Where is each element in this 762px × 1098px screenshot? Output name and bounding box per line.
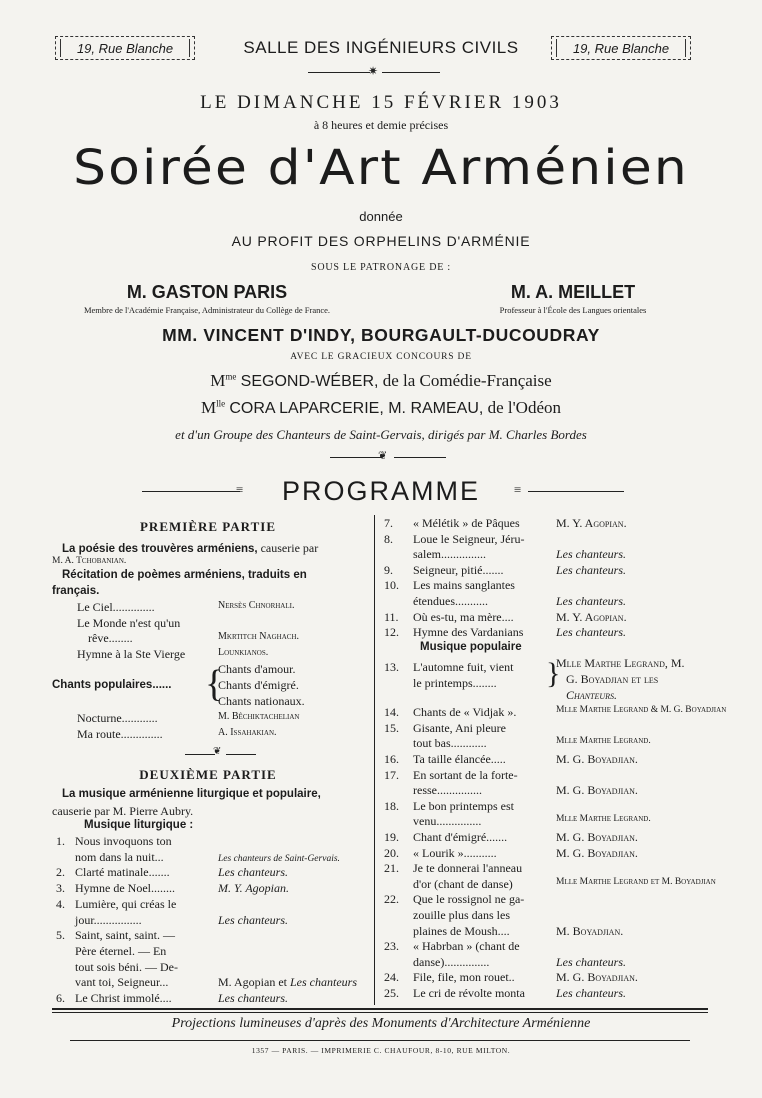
- chant-item: Chants d'émigré.: [218, 678, 299, 692]
- poem-author: A. Issahakian.: [218, 727, 277, 738]
- item-title-line: Chant d'émigré.......: [413, 830, 508, 844]
- address-box-right: [551, 36, 691, 60]
- performer-affiliation: de l'Odéon: [487, 398, 561, 417]
- item-number: 2.: [56, 865, 65, 880]
- choir-line: et d'un Groupe des Chanteurs de Saint-Gervais, dirigés par M. Charles Bordes: [175, 427, 587, 442]
- item-title-line: « Habrban » (chant de: [413, 939, 520, 954]
- item-number: 21.: [384, 861, 399, 876]
- item-number: 3.: [56, 881, 65, 896]
- item-title-line: Ta taille élancée.....: [413, 752, 506, 766]
- divider-right: [394, 457, 446, 458]
- poem-item: rêve........: [88, 631, 133, 645]
- divider-ornament: ❦: [378, 450, 388, 462]
- item-number: 18.: [384, 798, 399, 813]
- venue-title: SALLE DES INGÉNIEURS CIVILS: [243, 38, 519, 57]
- item-performer: M. G. Boyadjian.: [556, 830, 638, 844]
- header-rule-left: [308, 72, 370, 73]
- item-title-line: Je te donnerai l'anneau: [413, 861, 523, 876]
- item-number: 15.: [384, 720, 399, 735]
- item-title-line: « Lourik »...........: [413, 845, 497, 860]
- address-right: 19, Rue Blanche: [572, 40, 670, 56]
- item-number: 6.: [56, 991, 65, 1005]
- item-performer: [218, 913, 288, 928]
- item-number: 14.: [384, 705, 399, 720]
- item-title-line: Père éternel. — En: [75, 943, 167, 958]
- concours-intro: AVEC LE GRACIEUX CONCOURS DE: [290, 352, 472, 362]
- honorific: M: [210, 371, 226, 390]
- item-number: 24.: [384, 970, 399, 985]
- item-number: 1.: [56, 834, 65, 848]
- item-performer: [218, 850, 340, 865]
- part1-title: PREMIÈRE PARTIE: [139, 519, 276, 534]
- chants-label-text: Chants populaires: [52, 679, 153, 691]
- item-title-line: tout sois béni. — De-: [75, 959, 178, 974]
- performer-name: Les chanteurs: [290, 975, 357, 990]
- item-number: 4.: [56, 896, 65, 911]
- part1-talk: [62, 541, 318, 556]
- talk-title: La poésie des trouvères arméniens,: [62, 543, 258, 555]
- imprint: 1357 — PARIS. — IMPRIMERIE C. CHAUFOUR, 8-10, RUE MILTON.: [251, 1046, 511, 1055]
- item-title-line: Gisante, Ani pleure: [413, 720, 506, 735]
- item-performer: Les chanteurs.: [556, 594, 626, 608]
- footer-projections: Projections lumineuses d'après des Monuments d'Architecture Arménienne: [171, 1016, 591, 1031]
- performer-name: Les chanteurs.: [218, 912, 288, 927]
- item-number: 22.: [384, 892, 399, 907]
- address-left: 19, Rue Blanche: [76, 40, 174, 56]
- item-performer: Les chanteurs.: [556, 954, 626, 969]
- item-performer-line: Mlle Marthe Legrand, M.: [556, 656, 685, 671]
- item-number: 16.: [384, 752, 399, 766]
- item-title-line: venu...............: [413, 814, 482, 829]
- programme-ornament-right: ≡: [514, 482, 522, 497]
- performer-name: Les chanteurs.: [218, 991, 288, 1005]
- patron-name: M. A. MEILLET: [510, 282, 636, 302]
- item-performer: Les chanteurs.: [556, 562, 626, 577]
- patron-meillet: [470, 282, 676, 315]
- item-title-line: Que le rossignol ne ga-: [413, 892, 525, 907]
- honorific-sup: lle: [216, 398, 226, 409]
- item-title-line: Seigneur, pitié.......: [413, 562, 504, 577]
- poem-title: Nocturne: [77, 711, 122, 725]
- patron-role: Membre de l'Académie Française, Administrateur du Collège de France.: [83, 305, 331, 315]
- poem-author: Nersès Chnorhali.: [218, 600, 295, 611]
- chants-label: Chants populaires......: [52, 679, 172, 691]
- performer-laparcerie: [0, 398, 762, 418]
- poem-title: Ma route: [77, 727, 121, 741]
- item-title-line: d'or (chant de danse): [413, 876, 513, 891]
- item-title-line: danse)...............: [413, 954, 490, 969]
- item-title-line: tout bas............: [413, 736, 487, 751]
- item-number: 7.: [384, 516, 393, 530]
- main-title: Soirée d'Art Arménien: [73, 140, 689, 196]
- poem-item: Hymne à la Ste Vierge: [77, 647, 186, 661]
- performer-name: SEGOND-WÉBER,: [240, 373, 379, 390]
- item-title-line: zouille plus dans les: [413, 908, 510, 922]
- poem-title: rêve: [88, 631, 109, 645]
- item-performer: [218, 975, 357, 990]
- poem-item: Le Monde n'est qu'un: [77, 616, 181, 630]
- item-performer: M. G. Boyadjian.: [556, 783, 638, 798]
- benefit-line: AU PROFIT DES ORPHELINS D'ARMÉNIE: [231, 233, 531, 249]
- item-title-line: Hymne de Noel........: [75, 881, 175, 896]
- part1-recitation-2: français.: [52, 585, 100, 597]
- item-performer: Les chanteurs.: [556, 547, 626, 562]
- item-title-line: Le bon printemps est: [413, 798, 514, 813]
- item-performer: M. Boyadjian.: [556, 923, 624, 938]
- item-title-line: nom dans la nuit...: [75, 849, 164, 864]
- performer-name: CORA LAPARCERIE, M. RAMEAU,: [229, 400, 484, 417]
- item-number: 5.: [56, 928, 65, 943]
- item-title-line: L'automne fuit, vient: [413, 660, 514, 675]
- item-title-line: le printemps........: [413, 676, 497, 690]
- part-divider-left: [185, 754, 215, 755]
- part2-talk: La musique arménienne liturgique et populaire,: [62, 788, 321, 800]
- part-divider-ornament: ❦: [213, 746, 222, 757]
- item-performer: Mlle Marthe Legrand.: [556, 736, 651, 747]
- item-number: 9.: [384, 562, 393, 577]
- item-performer: [218, 865, 288, 880]
- item-title-line: étendues...........: [413, 594, 488, 608]
- part2-talk-author: causerie par M. Pierre Aubry.: [52, 804, 194, 818]
- item-performer: Mlle Marthe Legrand & M. G. Boyadjian: [556, 705, 727, 716]
- talk-tail: causerie par: [260, 541, 319, 555]
- chant-item: Chants d'amour.: [218, 662, 296, 676]
- poem-item: Le Ciel..............: [77, 600, 155, 614]
- part2-title: DEUXIÈME PARTIE: [139, 767, 277, 782]
- chant-item: Chants nationaux.: [218, 694, 305, 708]
- divider-left: [330, 457, 382, 458]
- item-title-line: Le cri de révolte monta: [413, 986, 525, 1000]
- item-performer: M. G. Boyadjian.: [556, 845, 638, 860]
- item-title-line: resse...............: [413, 783, 482, 798]
- part2-sub: Musique liturgique :: [84, 819, 194, 831]
- programme-title: PROGRAMME: [281, 476, 480, 506]
- item-number: 19.: [384, 830, 399, 844]
- item-title-line: Saint, saint, saint. —: [75, 928, 175, 943]
- item-number: 11.: [384, 609, 399, 624]
- item-performer: M. Y. Agopian.: [556, 609, 627, 624]
- time-line: à 8 heures et demie précises: [313, 118, 449, 132]
- item-title-line: jour................: [75, 912, 142, 927]
- item-performer: M. G. Boyadjian.: [556, 970, 638, 985]
- item-performer: Mlle Marthe Legrand.: [556, 814, 651, 825]
- item-number: 23.: [384, 939, 399, 954]
- item-title-line: Nous invoquons ton: [75, 834, 172, 848]
- item-number: 25.: [384, 986, 399, 1000]
- poem-item: Nocturne............: [77, 711, 158, 725]
- given-line: donnée: [359, 209, 403, 224]
- performer-segond: [0, 371, 762, 391]
- item-number: 17.: [384, 767, 399, 782]
- column-divider: [374, 515, 375, 1005]
- footer-rule-bottom: [70, 1040, 690, 1041]
- performer-name: Les chanteurs de Saint-Gervais.: [218, 853, 340, 864]
- item-title-line: Chants de « Vidjak ».: [413, 705, 517, 720]
- performer-name: M. Y. Agopian.: [218, 881, 290, 896]
- popular-heading: Musique populaire: [420, 640, 522, 653]
- item-title-line: Lumière, qui créas le: [75, 896, 177, 911]
- footer-rule-top: [52, 1008, 708, 1010]
- poem-author: Mkrtitch Naghach.: [218, 631, 299, 642]
- item-title-line: En sortant de la forte-: [413, 767, 518, 782]
- poem-title: Le Ciel: [77, 600, 113, 614]
- item-title-line: Le Christ immolé....: [75, 991, 172, 1005]
- brace-close-icon: }: [546, 657, 561, 691]
- item-performer: M. G. Boyadjian.: [556, 752, 638, 766]
- header-rule-right: [382, 72, 440, 73]
- performer-prefix: M. Agopian et: [218, 975, 290, 990]
- programme-ornament-left: ≡: [236, 482, 244, 497]
- star-ornament: ✷: [368, 64, 379, 78]
- item-title-line: plaines de Moush....: [413, 923, 510, 938]
- patronage-intro: SOUS LE PATRONAGE DE :: [310, 262, 452, 273]
- item-performer-line: Chanteurs.: [566, 687, 618, 702]
- date-line: LE DIMANCHE 15 FÉVRIER 1903: [200, 92, 562, 113]
- item-number: 13.: [384, 660, 399, 675]
- item-title-line: « Mélétik » de Pâques: [413, 516, 520, 530]
- item-performer: M. Y. Agopian.: [556, 516, 627, 530]
- item-performer: Les chanteurs.: [556, 986, 626, 1000]
- item-number: 12.: [384, 625, 399, 640]
- item-title-line: File, file, mon rouet..: [413, 970, 515, 985]
- item-number: 20.: [384, 845, 399, 860]
- performer-name: Les chanteurs.: [218, 865, 288, 880]
- part1-recitation: Récitation de poèmes arméniens, traduits en: [62, 569, 307, 581]
- item-performer: [218, 991, 288, 1006]
- item-number: 10.: [384, 578, 399, 593]
- poem-author: M. Bêchiktachelian: [218, 711, 300, 722]
- performer-affiliation: de la Comédie-Française: [382, 371, 552, 390]
- part-divider-right: [226, 754, 256, 755]
- poem-item: Ma route..............: [77, 727, 163, 741]
- honorific: M: [200, 398, 217, 417]
- poem-author: Lounkianos.: [218, 647, 269, 658]
- item-title-line: Où es-tu, ma mère....: [413, 609, 514, 624]
- brace-icon: {: [205, 663, 224, 705]
- item-performer: [218, 881, 289, 896]
- patrons-line-2: MM. VINCENT D'INDY, BOURGAULT-DUCOUDRAY: [162, 325, 600, 345]
- item-title-line: Les mains sanglantes: [413, 578, 515, 593]
- item-title-line: vant toi, Seigneur...: [75, 975, 169, 990]
- item-number: 8.: [384, 531, 393, 546]
- item-title-line: Hymne des Vardanians: [413, 625, 524, 640]
- programme-rule-right: [528, 491, 624, 492]
- honorific-sup: me: [225, 371, 237, 382]
- item-title-line: Clarté matinale.......: [75, 865, 170, 880]
- footer-rule-top-thin: [52, 1012, 708, 1013]
- item-title-line: Loue le Seigneur, Jéru-: [413, 531, 525, 546]
- item-performer-line: G. Boyadjian et les: [566, 672, 659, 686]
- patron-paris: [48, 282, 366, 315]
- item-title-line: salem...............: [413, 547, 486, 562]
- item-performer: Mlle Marthe Legrand et M. Boyadjian: [556, 876, 716, 887]
- part1-talk-author: M. A. Tchobanian.: [52, 556, 127, 566]
- patron-role: Professeur à l'École des Langues orientales: [499, 305, 647, 315]
- patron-name: M. GASTON PARIS: [126, 282, 288, 302]
- item-performer: Les chanteurs.: [556, 625, 626, 640]
